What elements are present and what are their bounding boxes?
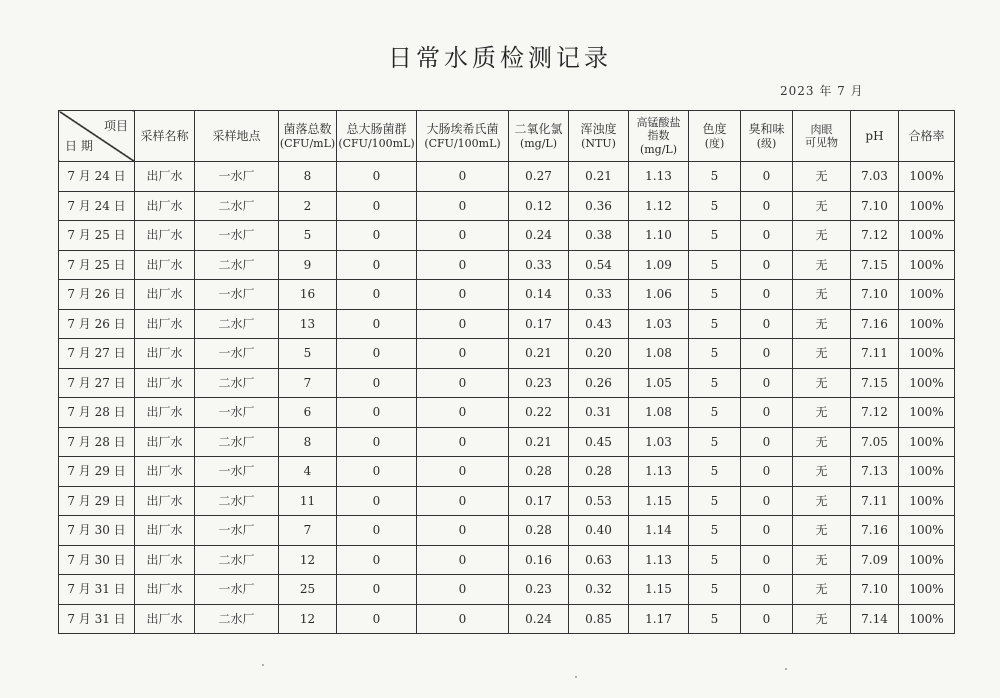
table-row (59, 516, 955, 546)
cell-total-coliform: 0 (337, 162, 417, 192)
cell-odor: 0 (741, 309, 793, 339)
cell-ecoli: 0 (417, 398, 509, 428)
cell-sample-site: 一水厂 (195, 280, 279, 310)
cell-sample-site: 二水厂 (195, 545, 279, 575)
cell-ph: 7.13 (851, 457, 899, 487)
table-row (59, 575, 955, 605)
cell-pass-rate: 100% (899, 191, 955, 221)
cell-permanganate-index: 1.05 (629, 368, 689, 398)
table-row (59, 368, 955, 398)
table-row (59, 221, 955, 251)
header-total-coliform-unit: (CFU/100mL) (338, 136, 415, 150)
header-ecoli (417, 111, 509, 162)
cell-sample-site: 二水厂 (195, 427, 279, 457)
cell-date: 7 月 25 日 (59, 250, 135, 280)
cell-total-coliform: 0 (337, 309, 417, 339)
cell-permanganate-index: 1.15 (629, 575, 689, 605)
cell-sample-site: 二水厂 (195, 486, 279, 516)
cell-color: 5 (689, 221, 741, 251)
cell-permanganate-index: 1.13 (629, 545, 689, 575)
cell-turbidity: 0.31 (569, 398, 629, 428)
cell-date: 7 月 28 日 (59, 427, 135, 457)
table-header-row (59, 111, 955, 162)
cell-ph: 7.09 (851, 545, 899, 575)
cell-pass-rate: 100% (899, 250, 955, 280)
cell-date: 7 月 28 日 (59, 398, 135, 428)
table-row (59, 398, 955, 428)
cell-sample-site: 二水厂 (195, 250, 279, 280)
cell-turbidity: 0.36 (569, 191, 629, 221)
cell-colony-count: 11 (279, 486, 337, 516)
cell-pass-rate: 100% (899, 221, 955, 251)
cell-ph: 7.12 (851, 398, 899, 428)
header-pass-rate: 合格率 (899, 111, 955, 162)
cell-color: 5 (689, 339, 741, 369)
cell-turbidity: 0.33 (569, 280, 629, 310)
cell-sample-name: 出厂水 (135, 280, 195, 310)
cell-visible-matter: 无 (793, 486, 851, 516)
cell-total-coliform: 0 (337, 516, 417, 546)
header-total-coliform-label: 总大肠菌群 (346, 122, 407, 137)
cell-visible-matter: 无 (793, 162, 851, 192)
cell-colony-count: 7 (279, 516, 337, 546)
cell-colony-count: 8 (279, 162, 337, 192)
cell-visible-matter: 无 (793, 398, 851, 428)
cell-turbidity: 0.45 (569, 427, 629, 457)
cell-colony-count: 12 (279, 604, 337, 634)
cell-sample-name: 出厂水 (135, 457, 195, 487)
record-month: 2023 年 7 月 (780, 84, 864, 98)
cell-pass-rate: 100% (899, 575, 955, 605)
cell-colony-count: 9 (279, 250, 337, 280)
cell-sample-site: 二水厂 (195, 191, 279, 221)
cell-colony-count: 6 (279, 398, 337, 428)
cell-odor: 0 (741, 545, 793, 575)
cell-permanganate-index: 1.15 (629, 486, 689, 516)
cell-sample-site: 一水厂 (195, 339, 279, 369)
cell-odor: 0 (741, 221, 793, 251)
cell-date: 7 月 29 日 (59, 486, 135, 516)
cell-colony-count: 25 (279, 575, 337, 605)
table-row (59, 250, 955, 280)
cell-odor: 0 (741, 368, 793, 398)
cell-odor: 0 (741, 280, 793, 310)
cell-date: 7 月 24 日 (59, 191, 135, 221)
cell-chlorine-dioxide: 0.24 (509, 604, 569, 634)
cell-chlorine-dioxide: 0.23 (509, 575, 569, 605)
cell-sample-site: 一水厂 (195, 221, 279, 251)
cell-permanganate-index: 1.13 (629, 457, 689, 487)
cell-pass-rate: 100% (899, 457, 955, 487)
cell-turbidity: 0.38 (569, 221, 629, 251)
cell-chlorine-dioxide: 0.17 (509, 309, 569, 339)
cell-visible-matter: 无 (793, 250, 851, 280)
cell-pass-rate: 100% (899, 280, 955, 310)
header-visible-label-2: 可见物 (805, 136, 838, 149)
cell-pass-rate: 100% (899, 398, 955, 428)
header-color (689, 111, 741, 162)
cell-sample-site: 一水厂 (195, 457, 279, 487)
header-permanganate-label-1: 高锰酸盐 (636, 116, 681, 130)
header-date-label: 日 期 (65, 138, 93, 153)
cell-turbidity: 0.32 (569, 575, 629, 605)
cell-turbidity: 0.43 (569, 309, 629, 339)
cell-color: 5 (689, 545, 741, 575)
cell-odor: 0 (741, 250, 793, 280)
cell-colony-count: 8 (279, 427, 337, 457)
cell-total-coliform: 0 (337, 339, 417, 369)
cell-turbidity: 0.28 (569, 457, 629, 487)
cell-date: 7 月 30 日 (59, 545, 135, 575)
cell-ph: 7.10 (851, 191, 899, 221)
cell-chlorine-dioxide: 0.16 (509, 545, 569, 575)
cell-turbidity: 0.26 (569, 368, 629, 398)
cell-colony-count: 16 (279, 280, 337, 310)
cell-ph: 7.16 (851, 309, 899, 339)
cell-sample-name: 出厂水 (135, 250, 195, 280)
header-permanganate-label-2: 指数 (647, 129, 670, 143)
cell-sample-site: 一水厂 (195, 162, 279, 192)
water-quality-table (58, 110, 955, 634)
cell-total-coliform: 0 (337, 191, 417, 221)
cell-ph: 7.16 (851, 516, 899, 546)
header-chlorine-dioxide-label: 二氧化氯 (514, 122, 563, 137)
cell-permanganate-index: 1.13 (629, 162, 689, 192)
cell-total-coliform: 0 (337, 221, 417, 251)
cell-chlorine-dioxide: 0.22 (509, 398, 569, 428)
cell-colony-count: 4 (279, 457, 337, 487)
cell-permanganate-index: 1.08 (629, 339, 689, 369)
cell-sample-site: 一水厂 (195, 398, 279, 428)
cell-date: 7 月 25 日 (59, 221, 135, 251)
header-visible-matter (793, 111, 851, 162)
cell-date: 7 月 26 日 (59, 280, 135, 310)
cell-date: 7 月 30 日 (59, 516, 135, 546)
header-colony-count-label: 菌落总数 (283, 122, 332, 137)
cell-ecoli: 0 (417, 221, 509, 251)
cell-total-coliform: 0 (337, 280, 417, 310)
cell-visible-matter: 无 (793, 339, 851, 369)
cell-chlorine-dioxide: 0.14 (509, 280, 569, 310)
cell-chlorine-dioxide: 0.27 (509, 162, 569, 192)
cell-pass-rate: 100% (899, 545, 955, 575)
cell-sample-name: 出厂水 (135, 162, 195, 192)
cell-colony-count: 2 (279, 191, 337, 221)
cell-pass-rate: 100% (899, 604, 955, 634)
header-chlorine-dioxide (509, 111, 569, 162)
header-corner (59, 111, 135, 162)
cell-color: 5 (689, 604, 741, 634)
cell-permanganate-index: 1.03 (629, 309, 689, 339)
cell-chlorine-dioxide: 0.21 (509, 427, 569, 457)
cell-colony-count: 7 (279, 368, 337, 398)
cell-color: 5 (689, 250, 741, 280)
cell-ecoli: 0 (417, 486, 509, 516)
header-item-label: 项目 (103, 119, 128, 133)
table-row (59, 280, 955, 310)
cell-odor: 0 (741, 604, 793, 634)
cell-ecoli: 0 (417, 368, 509, 398)
cell-sample-name: 出厂水 (135, 191, 195, 221)
header-color-label: 色度 (702, 122, 727, 137)
cell-odor: 0 (741, 457, 793, 487)
cell-visible-matter: 无 (793, 516, 851, 546)
cell-visible-matter: 无 (793, 368, 851, 398)
cell-sample-name: 出厂水 (135, 516, 195, 546)
cell-colony-count: 5 (279, 221, 337, 251)
cell-turbidity: 0.21 (569, 162, 629, 192)
cell-sample-name: 出厂水 (135, 368, 195, 398)
header-turbidity-label: 浑浊度 (580, 122, 617, 137)
cell-permanganate-index: 1.06 (629, 280, 689, 310)
cell-odor: 0 (741, 398, 793, 428)
scan-speck (575, 676, 577, 678)
cell-ecoli: 0 (417, 339, 509, 369)
cell-total-coliform: 0 (337, 250, 417, 280)
cell-chlorine-dioxide: 0.12 (509, 191, 569, 221)
cell-color: 5 (689, 191, 741, 221)
cell-date: 7 月 26 日 (59, 309, 135, 339)
header-chlorine-dioxide-unit: (mg/L) (519, 136, 558, 150)
cell-sample-name: 出厂水 (135, 575, 195, 605)
cell-color: 5 (689, 486, 741, 516)
cell-ph: 7.05 (851, 427, 899, 457)
cell-total-coliform: 0 (337, 575, 417, 605)
cell-total-coliform: 0 (337, 427, 417, 457)
cell-chlorine-dioxide: 0.28 (509, 457, 569, 487)
cell-color: 5 (689, 280, 741, 310)
cell-ecoli: 0 (417, 545, 509, 575)
cell-visible-matter: 无 (793, 191, 851, 221)
table-row (59, 162, 955, 192)
cell-ph: 7.10 (851, 575, 899, 605)
cell-odor: 0 (741, 191, 793, 221)
cell-turbidity: 0.54 (569, 250, 629, 280)
cell-date: 7 月 31 日 (59, 604, 135, 634)
cell-chlorine-dioxide: 0.21 (509, 339, 569, 369)
table-row (59, 457, 955, 487)
table-row (59, 191, 955, 221)
cell-date: 7 月 27 日 (59, 368, 135, 398)
cell-odor: 0 (741, 427, 793, 457)
cell-ecoli: 0 (417, 457, 509, 487)
cell-ecoli: 0 (417, 250, 509, 280)
scan-speck (785, 668, 787, 670)
cell-visible-matter: 无 (793, 280, 851, 310)
cell-turbidity: 0.53 (569, 486, 629, 516)
cell-odor: 0 (741, 162, 793, 192)
header-turbidity (569, 111, 629, 162)
cell-ph: 7.10 (851, 280, 899, 310)
cell-color: 5 (689, 457, 741, 487)
cell-color: 5 (689, 309, 741, 339)
cell-color: 5 (689, 516, 741, 546)
cell-chlorine-dioxide: 0.17 (509, 486, 569, 516)
header-visible-label-1: 肉眼 (810, 122, 833, 136)
cell-ecoli: 0 (417, 162, 509, 192)
header-ph: pH (851, 111, 899, 162)
cell-sample-name: 出厂水 (135, 427, 195, 457)
cell-sample-name: 出厂水 (135, 486, 195, 516)
header-turbidity-unit: (NTU) (581, 136, 616, 150)
cell-visible-matter: 无 (793, 309, 851, 339)
cell-visible-matter: 无 (793, 221, 851, 251)
cell-ecoli: 0 (417, 280, 509, 310)
cell-color: 5 (689, 398, 741, 428)
cell-chlorine-dioxide: 0.28 (509, 516, 569, 546)
header-permanganate-unit: (mg/L) (639, 142, 678, 156)
cell-ph: 7.14 (851, 604, 899, 634)
cell-colony-count: 13 (279, 309, 337, 339)
cell-permanganate-index: 1.09 (629, 250, 689, 280)
header-ecoli-unit: (CFU/100mL) (424, 136, 501, 150)
cell-pass-rate: 100% (899, 486, 955, 516)
cell-ph: 7.15 (851, 250, 899, 280)
page-title: 日常水质检测记录 (388, 44, 612, 72)
cell-ph: 7.12 (851, 221, 899, 251)
cell-ph: 7.15 (851, 368, 899, 398)
cell-color: 5 (689, 575, 741, 605)
cell-pass-rate: 100% (899, 427, 955, 457)
header-total-coliform (337, 111, 417, 162)
header-ecoli-label: 大肠埃希氏菌 (426, 122, 499, 137)
cell-sample-name: 出厂水 (135, 604, 195, 634)
cell-ecoli: 0 (417, 309, 509, 339)
cell-total-coliform: 0 (337, 398, 417, 428)
header-colony-count-unit: (CFU/mL) (279, 136, 336, 150)
cell-pass-rate: 100% (899, 162, 955, 192)
header-odor (741, 111, 793, 162)
cell-permanganate-index: 1.12 (629, 191, 689, 221)
cell-sample-site: 一水厂 (195, 575, 279, 605)
cell-sample-name: 出厂水 (135, 545, 195, 575)
cell-permanganate-index: 1.03 (629, 427, 689, 457)
cell-visible-matter: 无 (793, 457, 851, 487)
cell-ph: 7.11 (851, 486, 899, 516)
cell-colony-count: 5 (279, 339, 337, 369)
cell-visible-matter: 无 (793, 575, 851, 605)
header-color-unit: (度) (704, 136, 725, 150)
cell-permanganate-index: 1.08 (629, 398, 689, 428)
header-permanganate-index (629, 111, 689, 162)
cell-color: 5 (689, 427, 741, 457)
cell-pass-rate: 100% (899, 516, 955, 546)
table-row (59, 545, 955, 575)
scan-speck (262, 664, 264, 666)
cell-total-coliform: 0 (337, 604, 417, 634)
cell-ecoli: 0 (417, 427, 509, 457)
cell-sample-name: 出厂水 (135, 221, 195, 251)
cell-ecoli: 0 (417, 575, 509, 605)
header-sample-name: 采样名称 (135, 111, 195, 162)
cell-color: 5 (689, 162, 741, 192)
cell-visible-matter: 无 (793, 427, 851, 457)
cell-ph: 7.11 (851, 339, 899, 369)
cell-turbidity: 0.20 (569, 339, 629, 369)
cell-pass-rate: 100% (899, 309, 955, 339)
cell-date: 7 月 31 日 (59, 575, 135, 605)
cell-pass-rate: 100% (899, 368, 955, 398)
cell-turbidity: 0.40 (569, 516, 629, 546)
cell-date: 7 月 24 日 (59, 162, 135, 192)
table-row (59, 604, 955, 634)
cell-total-coliform: 0 (337, 545, 417, 575)
cell-date: 7 月 27 日 (59, 339, 135, 369)
cell-total-coliform: 0 (337, 457, 417, 487)
cell-visible-matter: 无 (793, 545, 851, 575)
cell-odor: 0 (741, 486, 793, 516)
cell-total-coliform: 0 (337, 486, 417, 516)
cell-chlorine-dioxide: 0.24 (509, 221, 569, 251)
cell-visible-matter: 无 (793, 604, 851, 634)
cell-sample-site: 二水厂 (195, 604, 279, 634)
cell-sample-site: 二水厂 (195, 309, 279, 339)
cell-ecoli: 0 (417, 604, 509, 634)
cell-permanganate-index: 1.14 (629, 516, 689, 546)
cell-ecoli: 0 (417, 191, 509, 221)
cell-turbidity: 0.63 (569, 545, 629, 575)
header-odor-unit: (级) (756, 136, 777, 150)
cell-sample-name: 出厂水 (135, 398, 195, 428)
cell-chlorine-dioxide: 0.23 (509, 368, 569, 398)
cell-pass-rate: 100% (899, 339, 955, 369)
cell-ph: 7.03 (851, 162, 899, 192)
cell-chlorine-dioxide: 0.33 (509, 250, 569, 280)
cell-sample-name: 出厂水 (135, 309, 195, 339)
cell-sample-name: 出厂水 (135, 339, 195, 369)
table-row (59, 309, 955, 339)
cell-odor: 0 (741, 339, 793, 369)
table-row (59, 427, 955, 457)
cell-turbidity: 0.85 (569, 604, 629, 634)
cell-ecoli: 0 (417, 516, 509, 546)
cell-odor: 0 (741, 516, 793, 546)
table-row (59, 486, 955, 516)
cell-odor: 0 (741, 575, 793, 605)
header-sample-site: 采样地点 (195, 111, 279, 162)
cell-permanganate-index: 1.10 (629, 221, 689, 251)
cell-total-coliform: 0 (337, 368, 417, 398)
header-colony-count (279, 111, 337, 162)
cell-sample-site: 一水厂 (195, 516, 279, 546)
cell-permanganate-index: 1.17 (629, 604, 689, 634)
cell-sample-site: 二水厂 (195, 368, 279, 398)
table-row (59, 339, 955, 369)
cell-colony-count: 12 (279, 545, 337, 575)
header-odor-label: 臭和味 (748, 122, 785, 137)
cell-color: 5 (689, 368, 741, 398)
cell-date: 7 月 29 日 (59, 457, 135, 487)
